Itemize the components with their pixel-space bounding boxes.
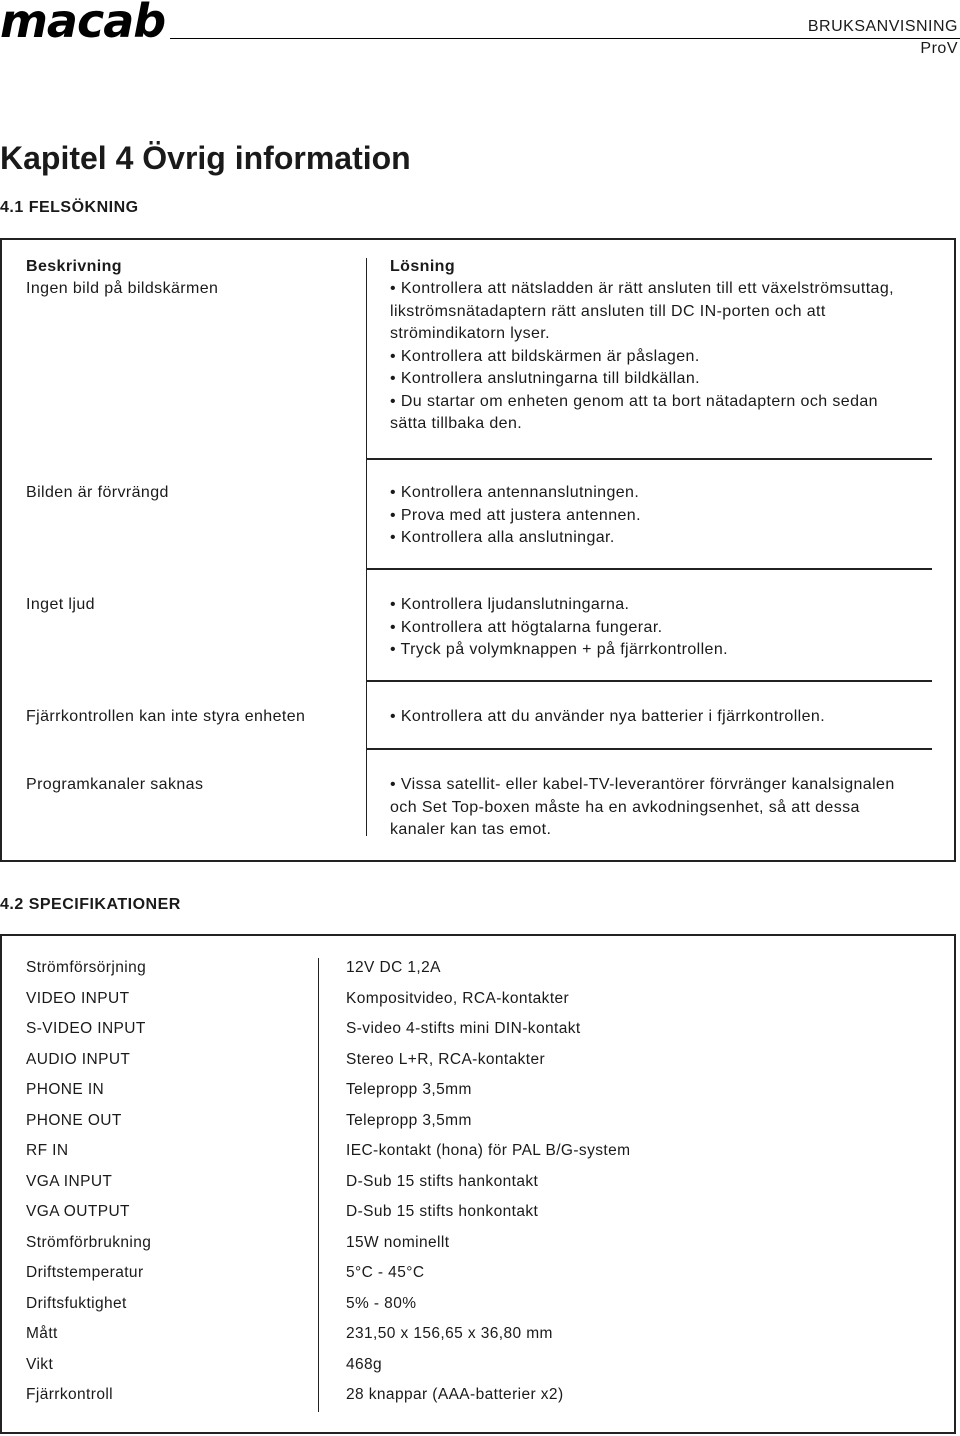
solution-line: strömindikatorn lyser.	[390, 325, 550, 342]
spec-row	[26, 1295, 926, 1315]
solution-line: • Kontrollera anslutningarna till bildkällan.	[390, 370, 700, 387]
spec-label: PHONE OUT	[26, 1111, 122, 1129]
solution-text	[390, 594, 924, 662]
spec-value: Kompositvideo, RCA-kontakter	[346, 989, 570, 1007]
product-name: ProV	[920, 40, 958, 57]
spec-value: 12V DC 1,2A	[346, 959, 441, 976]
header-divider	[170, 38, 960, 39]
spec-label: RF IN	[26, 1142, 69, 1159]
solution-line: sätta tillbaka den.	[390, 415, 523, 432]
row-divider	[366, 568, 932, 570]
spec-value: 15W nominellt	[346, 1233, 450, 1251]
solution-line: • Prova med att justera antennen.	[390, 506, 641, 524]
spec-row	[26, 1386, 926, 1406]
spec-row	[26, 1173, 926, 1193]
spec-value: 5% - 80%	[346, 1294, 417, 1312]
problem-text: Inget ljud	[26, 596, 95, 613]
spec-label: Strömförbrukning	[26, 1233, 152, 1251]
spec-value: Telepropp 3,5mm	[346, 1081, 472, 1098]
solution-line: • Kontrollera alla anslutningar.	[390, 529, 615, 546]
solution-text	[390, 278, 924, 436]
spec-row	[26, 990, 926, 1010]
row-divider	[366, 680, 932, 682]
spec-label: Driftstemperatur	[26, 1264, 144, 1281]
spec-row	[26, 1112, 926, 1132]
logo: macab	[0, 0, 166, 48]
spec-row	[26, 1234, 926, 1254]
spec-value: D-Sub 15 stifts hankontakt	[346, 1172, 539, 1190]
spec-value: 5°C - 45°C	[346, 1264, 425, 1281]
spec-value: 28 knappar (AAA-batterier x2)	[346, 1386, 564, 1403]
solution-line: • Kontrollera att högtalarna fungerar.	[390, 618, 663, 636]
spec-row	[26, 1356, 926, 1376]
solution-line: • Kontrollera ljudanslutningarna.	[390, 596, 630, 613]
spec-label: Fjärrkontroll	[26, 1386, 114, 1403]
spec-label: AUDIO INPUT	[26, 1050, 131, 1068]
solution-line: • Du startar om enheten genom att ta bort nätadaptern och sedan	[390, 392, 878, 410]
spec-label: VGA OUTPUT	[26, 1203, 130, 1220]
spec-row	[26, 1264, 926, 1284]
spec-label: PHONE IN	[26, 1081, 105, 1098]
spec-label: Strömförsörjning	[26, 959, 147, 976]
spec-value: S-video 4-stifts mini DIN-kontakt	[346, 1020, 581, 1037]
spec-value: D-Sub 15 stifts honkontakt	[346, 1203, 539, 1220]
chapter-title: Kapitel 4 Övrig information	[0, 140, 411, 176]
solution-line: • Kontrollera att nätsladden är rätt ansluten till ett växelströmsuttag,	[390, 280, 894, 297]
column-header-description: Beskrivning	[26, 258, 122, 275]
solution-line: kanaler kan tas emot.	[390, 821, 552, 838]
spec-row	[26, 1325, 926, 1345]
problem-text: Ingen bild på bildskärmen	[26, 280, 219, 297]
spec-label: S-VIDEO INPUT	[26, 1020, 146, 1037]
solution-text	[390, 482, 924, 550]
solution-line: • Kontrollera antennanslutningen.	[390, 484, 640, 501]
solution-line: likströmsnätadaptern rätt ansluten till DC IN-porten och att	[390, 302, 826, 320]
specifications-heading: 4.2 SPECIFIKATIONER	[0, 896, 181, 913]
spec-value: 468g	[346, 1355, 383, 1373]
troubleshooting-heading: 4.1 FELSÖKNING	[0, 199, 139, 216]
row-divider	[366, 748, 932, 750]
solution-text	[390, 706, 924, 729]
problem-text: Fjärrkontrollen kan inte styra enheten	[26, 708, 306, 725]
solution-line: och Set Top-boxen måste ha en avkodningsenhet, så att dessa	[390, 798, 860, 816]
spec-label: Driftsfuktighet	[26, 1294, 127, 1312]
solution-text	[390, 774, 924, 842]
spec-value: IEC-kontakt (hona) för PAL B/G-system	[346, 1142, 631, 1159]
spec-row	[26, 1051, 926, 1071]
solution-line: • Kontrollera att du använder nya batterier i fjärrkontrollen.	[390, 708, 826, 725]
spec-row	[26, 1142, 926, 1162]
row-divider	[366, 458, 932, 460]
spec-value: Stereo L+R, RCA-kontakter	[346, 1050, 546, 1068]
spec-row	[26, 1020, 926, 1040]
spec-label: Mått	[26, 1325, 58, 1342]
problem-text: Programkanaler saknas	[26, 776, 204, 793]
spec-value: 231,50 x 156,65 x 36,80 mm	[346, 1325, 553, 1342]
problem-text: Bilden är förvrängd	[26, 484, 169, 501]
spec-label: Vikt	[26, 1355, 54, 1373]
spec-row	[26, 1203, 926, 1223]
solution-line: • Kontrollera att bildskärmen är påslagen.	[390, 347, 700, 365]
spec-label: VIDEO INPUT	[26, 989, 130, 1007]
spec-row	[26, 959, 926, 979]
spec-row	[26, 1081, 926, 1101]
spec-label: VGA INPUT	[26, 1172, 113, 1190]
spec-value: Telepropp 3,5mm	[346, 1111, 472, 1129]
column-header-solution: Lösning	[390, 258, 456, 275]
solution-line: • Vissa satellit- eller kabel-TV-leverantörer förvränger kanalsignalen	[390, 776, 895, 793]
doc-type: BRUKSANVISNING	[807, 18, 958, 35]
solution-line: • Tryck på volymknappen + på fjärrkontrollen.	[390, 641, 728, 658]
